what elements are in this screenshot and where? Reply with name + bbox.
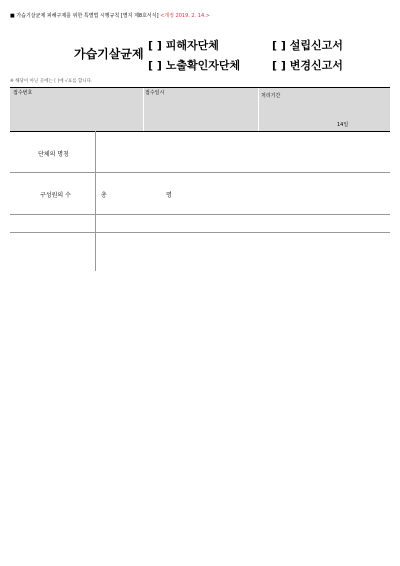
- legal-reference-text: ■ 가습기살균제 피해구제를 위한 특별법 시행규칙 [별지 제8호서식]: [10, 13, 159, 19]
- label-column-divider: [95, 131, 96, 271]
- members-count-label: 구성원의 수: [40, 192, 71, 199]
- row-divider-3: [10, 232, 390, 233]
- title-left: 가습기살균제: [74, 47, 144, 61]
- members-total-prefix: 총: [101, 192, 107, 199]
- receipt-number-label: 접수번호: [13, 90, 33, 96]
- receipt-divider-2: [258, 88, 259, 131]
- receipt-section: [10, 88, 390, 131]
- title-option-change-report: [ ] 변경신고서: [272, 59, 343, 72]
- instruction-note: ※ 해당이 아닌 곳에는 [ ]에 √표를 합니다.: [10, 79, 93, 84]
- title-option-establish-report: [ ] 설립신고서: [272, 39, 343, 52]
- org-name-label: 단체의 명칭: [38, 151, 69, 158]
- row-divider-1: [10, 172, 390, 173]
- revision-date: <개정 2019. 2. 14.>: [160, 13, 210, 19]
- receipt-divider-1: [143, 88, 144, 131]
- legal-reference: [10, 14, 210, 19]
- table-top-line: [10, 131, 390, 132]
- processing-period-label: 처리기간: [261, 93, 281, 99]
- row-divider-2: [10, 214, 390, 215]
- title-option-victim-group: [ ] 피해자단체: [148, 39, 219, 52]
- members-unit: 명: [166, 192, 172, 199]
- title-option-exposure-group: [ ] 노출확인자단체: [148, 59, 241, 72]
- processing-period-value: 14일: [337, 122, 349, 128]
- org-name-field[interactable]: [97, 133, 387, 170]
- receipt-date-label: 접수일시: [145, 90, 165, 96]
- members-count-field[interactable]: [112, 188, 162, 202]
